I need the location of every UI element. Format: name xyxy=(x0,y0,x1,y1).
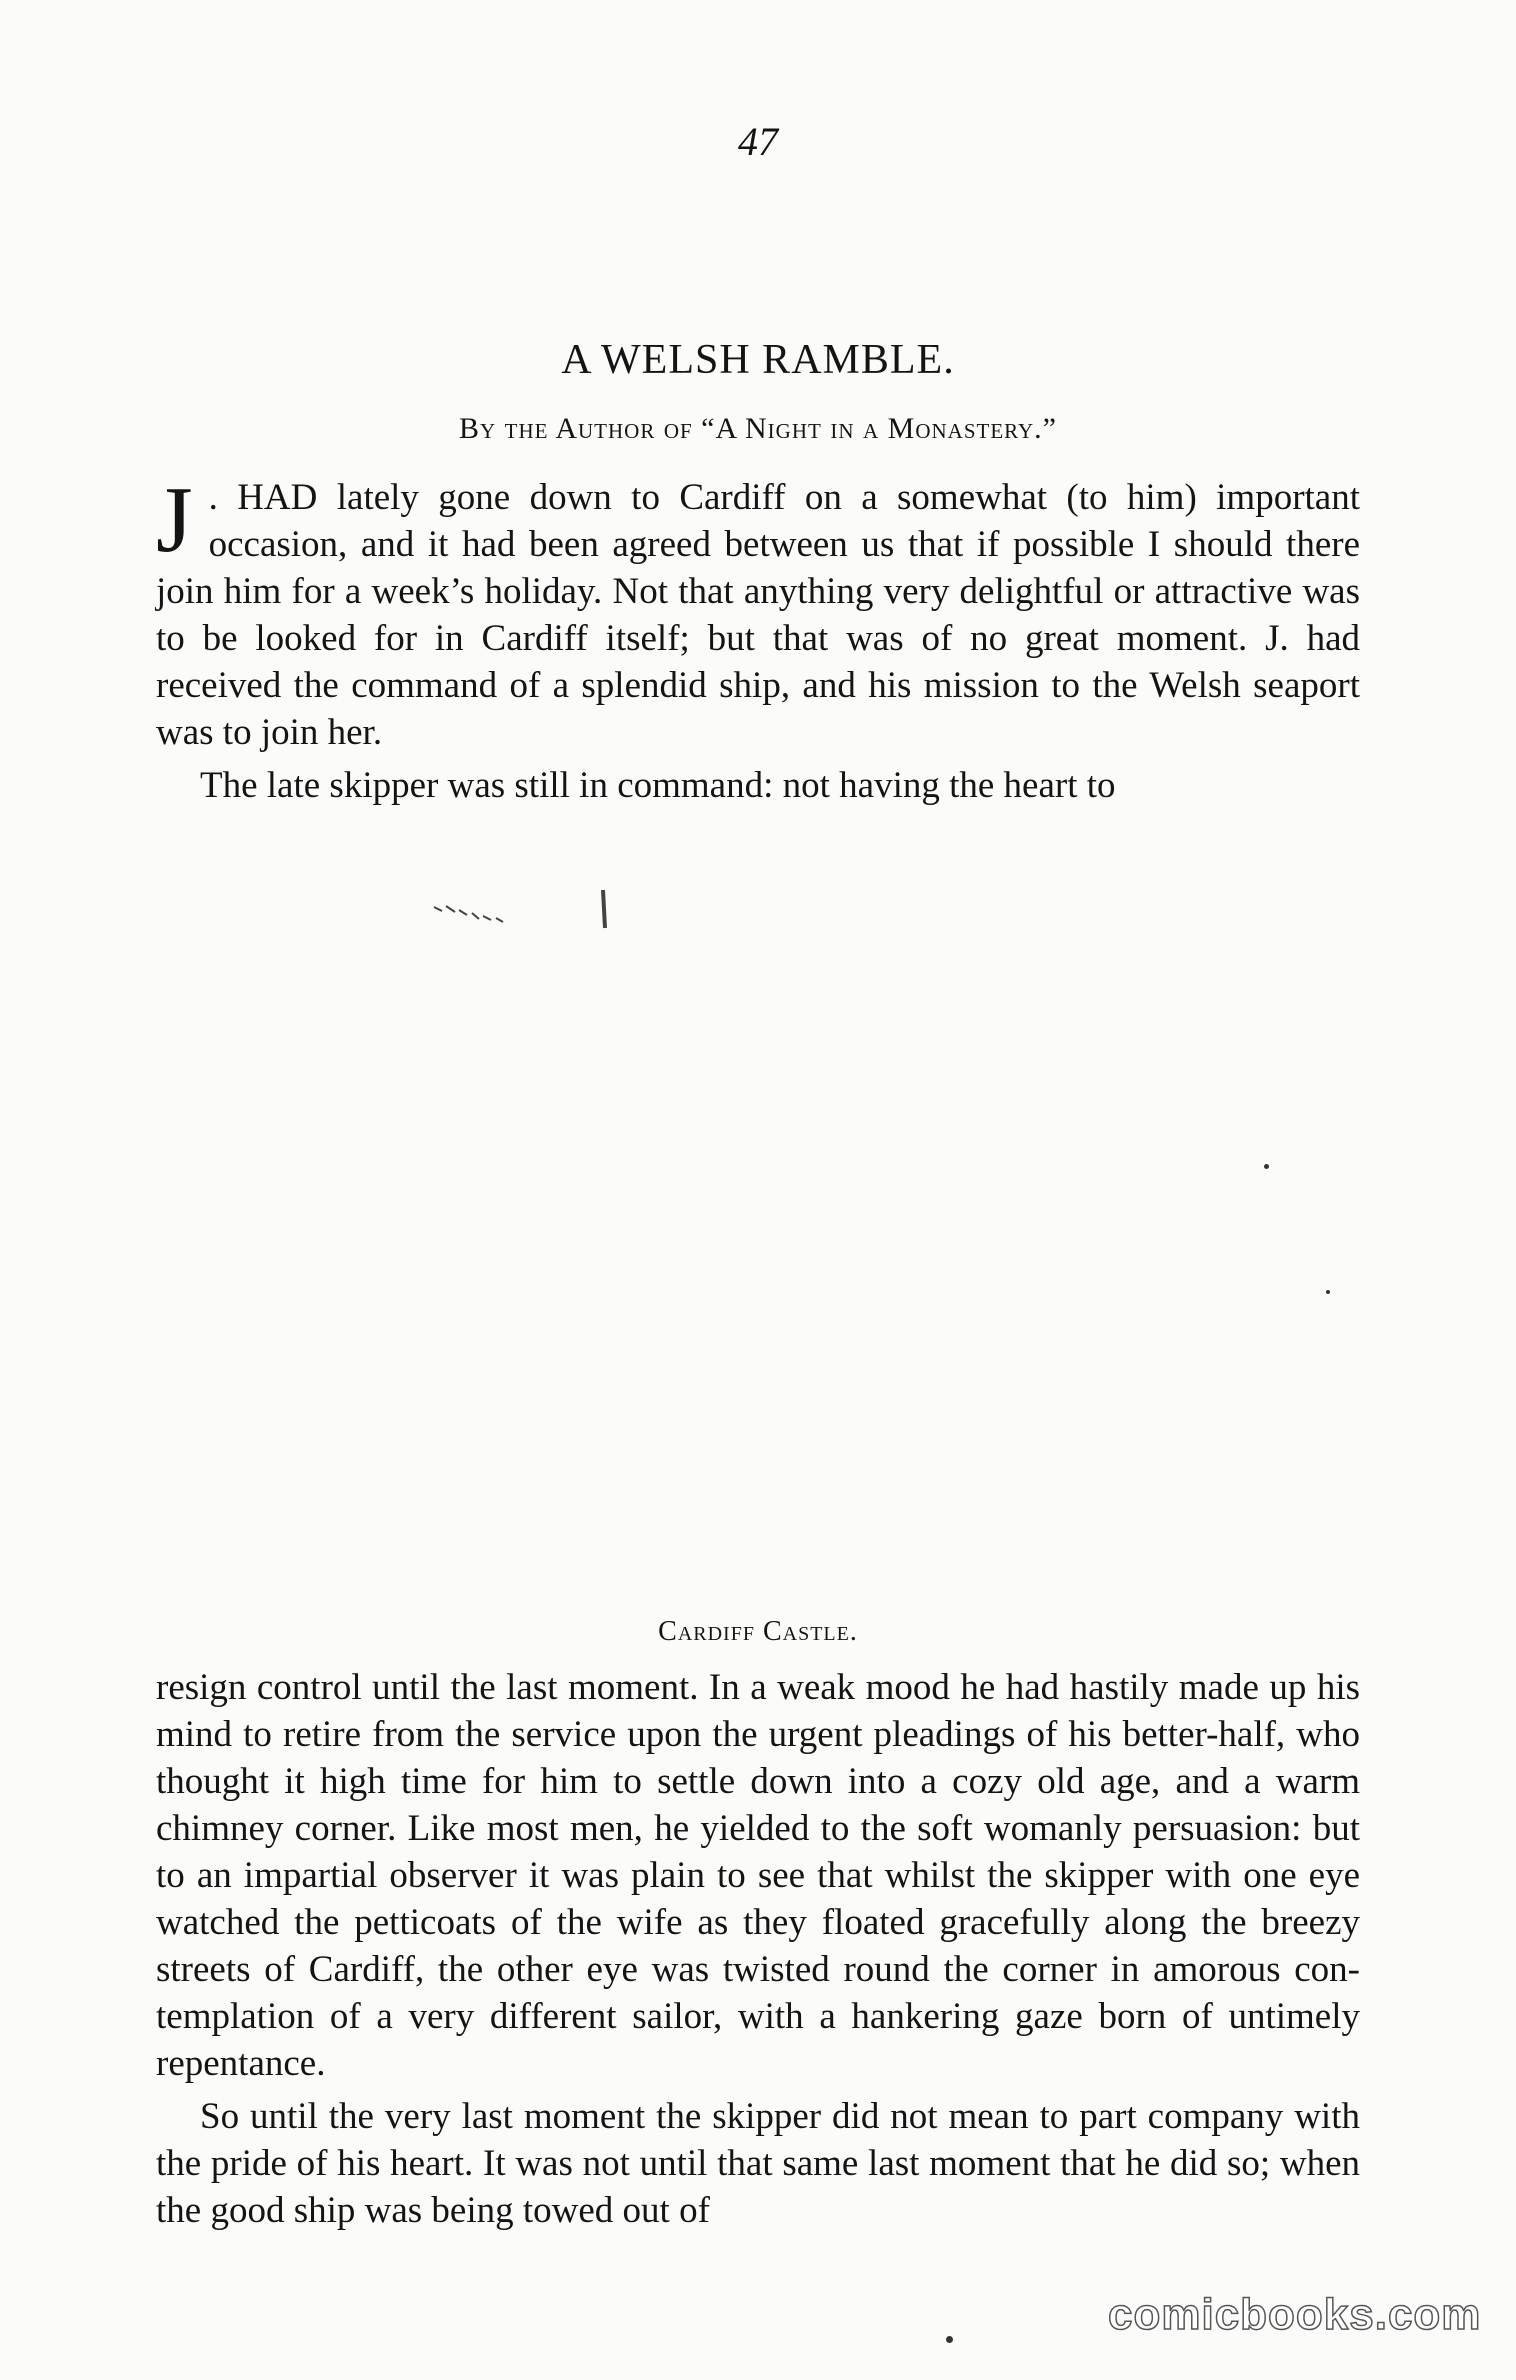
drop-cap: J xyxy=(156,468,193,572)
article-byline: By the Author of “A Night in a Monastery.” xyxy=(459,412,1057,445)
article-opening-text xyxy=(156,468,1360,809)
page-number: 47 xyxy=(738,119,778,164)
paragraph-opening-text: . HAD lately gone down to Cardiff on a somewhat (to him) important occasion, and it had been agreed between us that if possible I should there join him for a week’s holiday. Not that anything very delightful or attractive was to be looked for in Cardiff itself; but that was of no great moment. J. had received the command of a splendid ship, and his mission to the Welsh seaport was to join her. xyxy=(156,477,1360,753)
illustration-caption: Cardiff Castle. xyxy=(658,1616,858,1647)
illustration-cardiff-castle xyxy=(156,880,1360,1570)
scan-speck xyxy=(1264,1164,1269,1169)
paragraph-resign-control: resign control until the last moment. In a weak mood he had hastily made up his mind to retire from the service upon the urgent pleadings of his better-half, who thought it high time for him to settle down into a cozy old age, and a warm chimney corner. Like most men, he yielded to the soft womanly persuasion: but to an impartial observer it was plain to see that whilst the skipper with one eye watched the petticoats of the wife as they floated gracefully along the breezy streets of Cardiff, the other eye was twisted round the corner in amorous contemplation of a very different sailor, with a hankering gaze born of untimely repentance. xyxy=(156,1667,1360,2084)
illustration-faded-marks xyxy=(156,880,1360,1570)
article-title: A WELSH RAMBLE. xyxy=(561,337,955,383)
paragraph-last-moment: So until the very last moment the skipper did not mean to part company with the pride of his heart. It was not until that same last moment that he did so; when the good ship was being towed out of xyxy=(156,2096,1360,2231)
scan-speck xyxy=(1326,1290,1330,1294)
paragraph-late-skipper: The late skipper was still in command: not having the heart to xyxy=(200,765,1116,806)
paragraph-opening xyxy=(156,468,1360,756)
article-continued-text xyxy=(156,1664,1360,2234)
scan-speck xyxy=(946,2336,953,2343)
scan-watermark: comicbooks.com xyxy=(1108,2290,1482,2339)
